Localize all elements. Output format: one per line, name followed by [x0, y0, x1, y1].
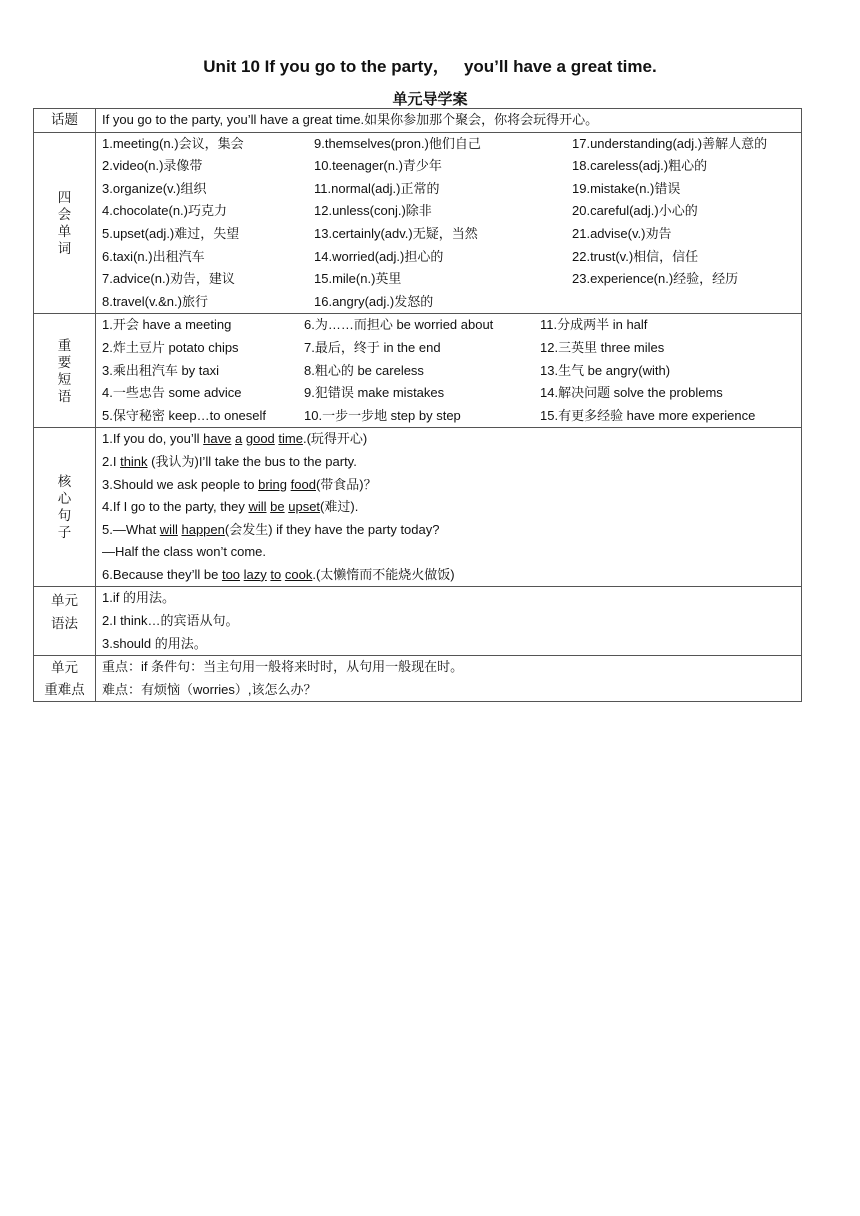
sentences-label: 核 心 句 子	[34, 428, 96, 587]
list-item: 18.careless(adj.)粗心的	[572, 158, 708, 174]
list-item: 10.teenager(n.)青少年	[314, 158, 442, 174]
list-item: 15.mile(n.)英里	[314, 271, 402, 287]
list-item: 5.upset(adj.)难过，失望	[102, 225, 240, 241]
list-item: 19.mistake(n.)错误	[572, 180, 681, 196]
list-item: 4.一些忠告 some advice	[102, 385, 242, 401]
list-item: 7.最后，终于 in the end	[304, 339, 441, 355]
list-item: 3.乘出租汽车 by taxi	[102, 362, 220, 378]
list-item: 1.开会 have a meeting	[102, 317, 232, 333]
list-item: 13.生气 be angry(with)	[540, 362, 671, 378]
page-subtitle: 单元导学案	[392, 91, 468, 108]
list-item: 8.粗心的 be careless	[304, 362, 424, 378]
list-item: 9.themselves(pron.)他们自己	[314, 135, 481, 151]
list-item: 11.分成两半 in half	[540, 317, 648, 333]
list-item: 5.保守秘密 keep…to oneself	[102, 407, 267, 423]
list-item: 3.should 的用法。	[102, 635, 207, 651]
sentence-2: 2.I think (我认为)I’ll take the bus to the party.	[102, 453, 357, 469]
list-item: 8.travel(v.&n.)旅行	[102, 293, 208, 309]
phrases-row	[34, 314, 802, 428]
list-item: 12.三英里 three miles	[540, 339, 665, 355]
grammar-label: 单元 语法	[34, 587, 96, 656]
topic-label: 话题	[34, 109, 96, 133]
list-item: 6.taxi(n.)出租汽车	[102, 248, 205, 264]
sentences-row	[34, 428, 802, 587]
phrases-label: 重 要 短 语	[34, 314, 96, 428]
list-item: 6.为……而担心 be worried about	[304, 317, 494, 333]
vocab-row	[34, 132, 802, 314]
list-item: 14.worried(adj.)担心的	[314, 248, 444, 264]
sentence-5: 5.—What will happen(会发生) if they have the party today?	[102, 521, 440, 537]
keypoints-row	[34, 656, 802, 702]
list-item: 21.advise(v.)劝告	[572, 225, 672, 241]
keypoints-label: 单元 重难点	[34, 656, 96, 702]
topic-text: If you go to the party, you’ll have a great time.如果你参加那个聚会，你将会玩得开心。	[102, 112, 599, 127]
sentence-5-reply: —Half the class won’t come.	[102, 544, 267, 560]
list-item: 15.有更多经验 have more experience	[540, 407, 756, 423]
list-item: 20.careful(adj.)小心的	[572, 203, 698, 219]
list-item: 13.certainly(adv.)无疑，当然	[314, 225, 478, 241]
page-title: Unit 10 If you go to the party， you’ll have a great time.	[203, 57, 657, 76]
list-item: 2.炸土豆片 potato chips	[102, 339, 239, 355]
list-item: 22.trust(v.)相信，信任	[572, 248, 699, 264]
list-item: 10.一步一步地 step by step	[304, 407, 461, 423]
list-item: 1.if 的用法。	[102, 590, 175, 606]
list-item: 17.understanding(adj.)善解人意的	[572, 135, 768, 151]
list-item: 7.advice(n.)劝告，建议	[102, 271, 235, 287]
sentence-1: 1.If you do, you’ll have a good time.(玩得开心)	[102, 431, 368, 447]
guide-table	[33, 108, 802, 702]
grammar-row	[34, 587, 802, 656]
sentence-3: 3.Should we ask people to bring food(带食品)？	[102, 476, 377, 492]
phrases-list	[96, 314, 801, 427]
list-item: 11.normal(adj.)正常的	[314, 180, 440, 196]
list-item: 2.I think…的宾语从句。	[102, 613, 239, 629]
list-item: 14.解决问题 solve the problems	[540, 385, 723, 401]
list-item: 3.organize(v.)组织	[102, 180, 207, 196]
list-item: 23.experience(n.)经验，经历	[572, 271, 739, 287]
list-item: 难点：有烦恼（worries）,该怎么办？	[102, 681, 317, 697]
sentence-6: 6.Because they’ll be too lazy to cook.(太懒惰而不能烧火做饭)	[102, 566, 455, 582]
topic-row	[34, 109, 802, 133]
list-item: 2.video(n.)录像带	[102, 158, 203, 174]
vocab-list	[96, 133, 801, 314]
vocab-label: 四 会 单 词	[34, 132, 96, 314]
list-item: 16.angry(adj.)发怒的	[314, 293, 434, 309]
list-item: 重点：if 条件句：当主句用一般将来时时，从句用一般现在时。	[102, 659, 464, 675]
list-item: 4.chocolate(n.)巧克力	[102, 203, 227, 219]
sentence-4: 4.If I go to the party, they will be upset(难过).	[102, 499, 359, 515]
list-item: 12.unless(conj.)除非	[314, 203, 432, 219]
list-item: 1.meeting(n.)会议，集会	[102, 135, 244, 151]
list-item: 9.犯错误 make mistakes	[304, 385, 445, 401]
